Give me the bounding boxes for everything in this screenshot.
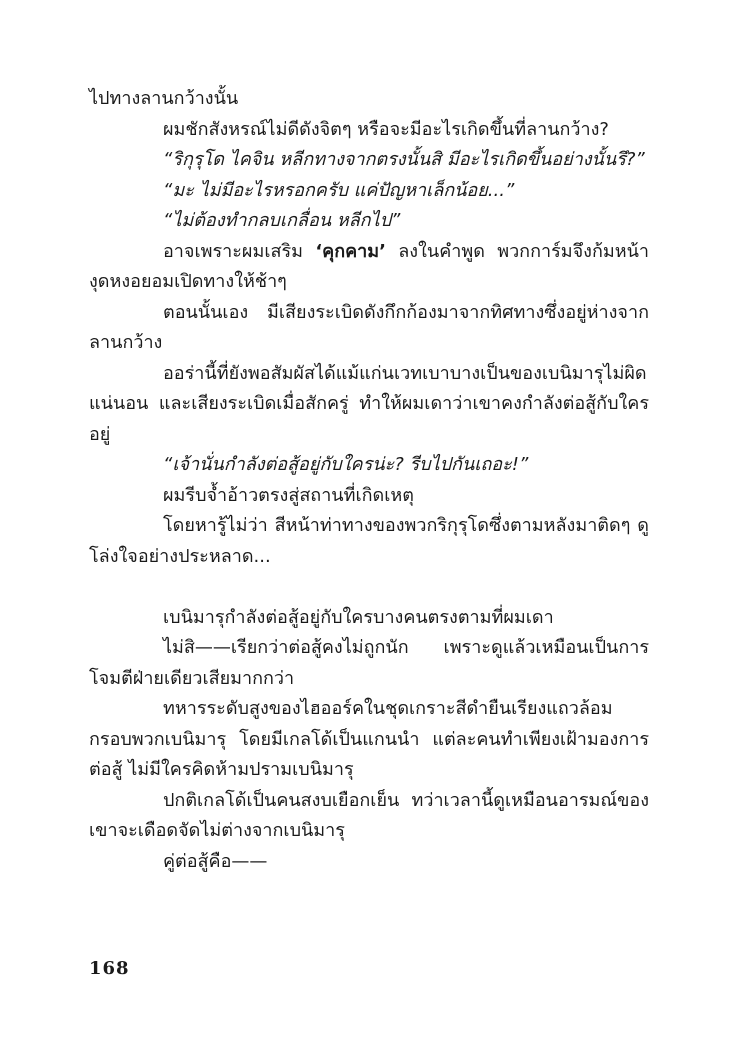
dialogue-line: “เจ้านั่นกำลังต่อสู้อยู่กับใครน่ะ? รีบไปกันเถอะ!” [163,454,529,475]
paragraph: ทหารระดับสูงของไฮออร์คในชุดเกราะสีดำยืนเรียงแถวล้อมกรอบพวกเบนิมารุ โดยมีเกลโด้เป็นแกนนำ แต่ละคนทำเพียงเฝ้ามองการต่อสู้ ไม่มีใครคิดห้ามปรามเบนิมารุ [89,698,649,780]
paragraph [89,237,649,298]
paragraph: คู่ต่อสู้คือ—— [163,850,268,872]
paragraph: ออร่านี้ที่ยังพอสัมผัสได้แม้แก่นเวทเบาบางเป็นของเบนิมารุไม่ผิดแน่นอน และเสียงระเบิดเมื่อสักครู่ ทำให้ผมเดาว่าเขาคงกำลังต่อสู้กับใครอยู่ [89,362,649,445]
page-number: 168 [89,958,130,979]
paragraph: ปกติเกลโด้เป็นคนสงบเยือกเย็น ทว่าเวลานี้ดูเหมือนอารมณ์ของเขาจะเดือดจัดไม่ต่างจากเบนิมารุ [89,789,649,841]
dialogue-line: “ริกุรุโด ไคจิน หลีกทางจากตรงนั้นสิ มีอะไรเกิดขึ้นอย่างนั้นรึ?” [163,149,645,170]
dialogue-line: “ไม่ต้องทำกลบเกลื่อน หลีกไป” [163,210,401,231]
paragraph: ไปทางลานกว้างนั้น [89,88,239,109]
paragraph-text: อาจเพราะผมเสริม [163,240,316,262]
paragraph: โดยหารู้ไม่ว่า สีหน้าท่าทางของพวกริกุรุโดซึ่งตามหลังมาติดๆ ดูโล่งใจอย่างประหลาด... [89,515,649,567]
paragraph: ผมชักสังหรณ์ไม่ดีดังจิตๆ หรือจะมีอะไรเกิดขึ้นที่ลานกว้าง? [163,118,609,140]
paragraph: ตอนนั้นเอง มีเสียงระเบิดดังกึกก้องมาจากทิศทางซึ่งอยู่ห่างจากลานกว้าง [89,301,649,353]
paragraph: เบนิมารุกำลังต่อสู้อยู่กับใครบางคนตรงตามที่ผมเดา [163,606,554,628]
dialogue-line: “มะ ไม่มีอะไรหรอกครับ แค่ปัญหาเล็กน้อย...” [163,179,515,201]
emphasized-word: ‘คุกคาม’ [315,240,386,262]
body-text [89,84,649,877]
scene-break [89,572,649,603]
paragraph-text: ลงในคำพูด พวกการ์มจึงก้มหน้างุดหงอยอมเปิดทางให้ช้าๆ [89,240,649,292]
paragraph: ผมรีบจ้ำอ้าวตรงสู่สถานที่เกิดเหตุ [163,484,414,506]
paragraph: ไม่สิ——เรียกว่าต่อสู้คงไม่ถูกนัก เพราะดูแล้วเหมือนเป็นการโจมตีฝ่ายเดียวเสียมากกว่า [89,637,649,689]
